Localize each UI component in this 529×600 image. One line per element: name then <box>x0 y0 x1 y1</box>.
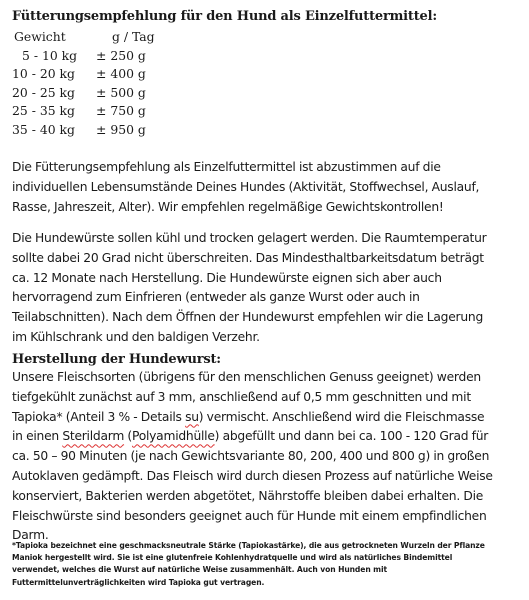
weight-cell: 35 - 40 kg <box>12 121 75 137</box>
production-paragraph <box>12 368 524 546</box>
table-row <box>12 84 155 103</box>
storage-paragraph <box>12 229 524 348</box>
amount-cell: ± 950 g <box>96 121 146 137</box>
text-line: Die Hundewürste sollen kühl und trocken gelagert werden. Die Raumtemperatur <box>12 231 487 245</box>
footnote-line: Futtermittelunverträglichkeiten wird Tapioka gut vertragen. <box>12 577 265 587</box>
table-row <box>12 65 155 84</box>
text-line <box>12 408 524 428</box>
text-line: tiefgekühlt zunächst auf 3 mm, anschließend auf 0,5 mm geschnitten und mit <box>12 389 471 404</box>
table-row <box>12 102 155 121</box>
text-line: ca. 12 Monate nach Herstellung. Die Hundewürste eignen sich aber auch <box>12 270 442 285</box>
feeding-table <box>12 28 155 140</box>
misspelled-word: su <box>185 409 199 424</box>
text-segment: ( <box>124 429 132 444</box>
weight-cell: 10 - 20 kg <box>12 66 75 82</box>
text-segment: ) vermischt. Anschließend wird die Fleischmasse <box>198 409 485 424</box>
amount-cell: ± 250 g <box>96 47 146 63</box>
text-line: individuellen Lebensumstände Deines Hundes (Aktivität, Stoffwechsel, Auslauf, <box>12 179 480 194</box>
table-row <box>12 121 155 140</box>
amount-cell: ± 500 g <box>96 84 146 100</box>
text-line: Fleischwürste sind besonders geeignet auch für Hunde mit einem empfindlichen <box>12 508 487 523</box>
feeding-note-paragraph <box>12 158 524 217</box>
text-line: Rasse, Jahreszeit, Alter). Wir empfehlen regelmäßige Gewichtskontrollen! <box>12 199 444 214</box>
footnote-line: verwendet, welches die Wurst auf natürliche Weise zusammenhält. Auch von Hunden mit <box>12 565 388 575</box>
tapioka-footnote <box>12 540 526 589</box>
amount-cell: ± 750 g <box>96 103 146 119</box>
text-line: Darm. <box>12 528 49 543</box>
text-line: Teilabschnitten). Nach dem Öffnen der Hundewurst empfehlen wir die Lagerung <box>12 310 484 325</box>
text-line: Unsere Fleischsorten (übrigens für den menschlichen Genuss geeignet) werden <box>12 370 481 384</box>
amount-column-header: g / Tag <box>112 29 155 44</box>
weight-column-header: Gewicht <box>14 29 66 44</box>
weight-cell: 25 - 35 kg <box>12 103 75 119</box>
misspelled-word: Sterildarm <box>62 429 125 444</box>
production-heading: Herstellung der Hundewurst: <box>12 352 221 367</box>
text-segment: Tapioka* (Anteil 3 % - Details <box>12 409 186 424</box>
feeding-table-header <box>12 28 155 47</box>
text-line: konserviert, Bakterien werden abgetötet, Nährstoffe bleiben dabei erhalten. Die <box>12 488 484 503</box>
text-line: Autoklaven gedämpft. Das Fleisch wird durch diesen Prozess auf natürliche Weise <box>12 468 493 483</box>
text-line: ca. 50 – 90 Minuten (je nach Gewichtsvariante 80, 200, 400 und 800 g) in großen <box>12 449 490 464</box>
footnote-line: Maniok hergestellt wird. Sie ist eine glutenfreie Kohlenhydratquelle und wird als natürliches Bindemittel <box>12 553 453 563</box>
feeding-heading: Fütterungsempfehlung für den Hund als Einzelfuttermittel: <box>12 9 437 24</box>
text-line: Die Fütterungsempfehlung als Einzelfuttermittel ist abzustimmen auf die <box>12 160 441 174</box>
text-line: im Kühlschrank und den baldigen Verzehr. <box>12 329 260 344</box>
text-line: sollte dabei 20 Grad nicht überschreiten. Das Mindesthaltbarkeitsdatum beträgt <box>12 250 484 265</box>
text-segment: ) abgefüllt und dann bei ca. 100 - 120 Grad für <box>214 429 489 444</box>
text-line <box>12 427 524 447</box>
text-line: hervorragend zum Einfrieren (entweder als ganze Wurst oder auch in <box>12 290 420 305</box>
weight-cell: 5 - 10 kg <box>22 47 78 63</box>
table-row <box>12 47 155 66</box>
text-segment: in einen <box>12 429 63 444</box>
footnote-line: *Tapioka bezeichnet eine geschmacksneutrale Stärke (Tapiokastärke), die aus getrockneten Wurzeln der Pflanze <box>12 541 485 550</box>
amount-cell: ± 400 g <box>96 66 146 82</box>
weight-cell: 20 - 25 kg <box>12 84 75 100</box>
misspelled-word: Polyamidhülle <box>131 429 215 444</box>
